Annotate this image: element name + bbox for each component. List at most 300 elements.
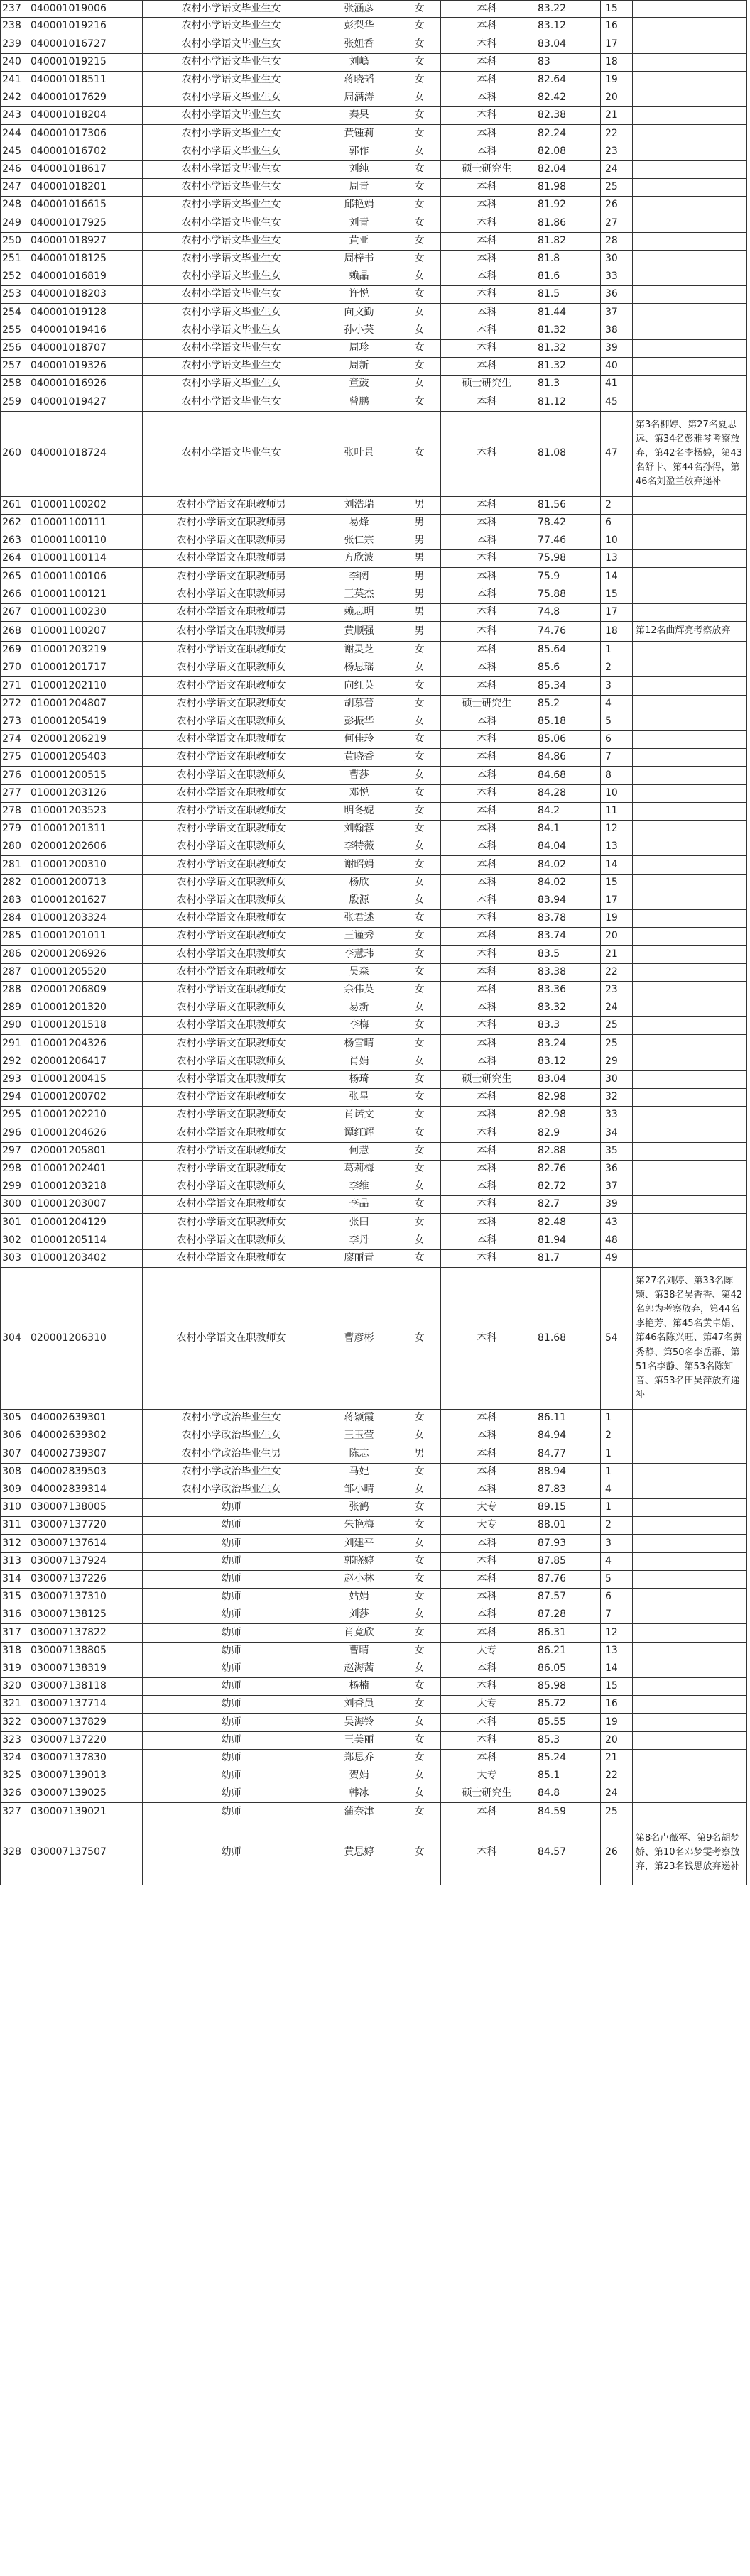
- table-row: [0, 107, 750, 125]
- cell-remark: [632, 18, 747, 35]
- table-row: [0, 910, 750, 928]
- cell-score: 81.6: [533, 268, 600, 286]
- cell-score: 75.98: [533, 550, 600, 568]
- cell-rank: 8: [600, 767, 632, 784]
- cell-score: 81.7: [533, 1250, 600, 1268]
- cell-index: 268: [0, 622, 23, 642]
- table-row: [0, 1499, 750, 1517]
- cell-score: 84.77: [533, 1445, 600, 1463]
- cell-gender: 女: [398, 1161, 440, 1178]
- cell-index: 263: [0, 532, 23, 550]
- cell-education: 本科: [440, 856, 533, 874]
- cell-education: 本科: [440, 304, 533, 322]
- cell-name: 葛莉梅: [320, 1161, 398, 1178]
- cell-remark: [632, 322, 747, 340]
- cell-score: 74.76: [533, 622, 600, 642]
- cell-remark: [632, 1553, 747, 1571]
- cell-score: 82.7: [533, 1196, 600, 1214]
- cell-education: 大专: [440, 1517, 533, 1535]
- cell-rank: 17: [600, 892, 632, 910]
- cell-rank: 33: [600, 268, 632, 286]
- cell-rank: 3: [600, 677, 632, 695]
- cell-score: 83.74: [533, 928, 600, 946]
- cell-remark: [632, 1750, 747, 1767]
- cell-rank: 41: [600, 376, 632, 393]
- cell-education: 本科: [440, 1410, 533, 1427]
- cell-name: 周青: [320, 179, 398, 197]
- cell-remark: [632, 268, 747, 286]
- cell-education: 本科: [440, 749, 533, 767]
- cell-index: 325: [0, 1767, 23, 1785]
- cell-position: 农村小学语文毕业生女: [142, 161, 320, 179]
- cell-exam-id: 040001019216: [23, 18, 142, 35]
- cell-score: 89.15: [533, 1499, 600, 1517]
- cell-index: 323: [0, 1732, 23, 1750]
- table-row: [0, 1232, 750, 1250]
- cell-education: 本科: [440, 340, 533, 358]
- cell-score: 86.05: [533, 1660, 600, 1678]
- cell-name: 殷源: [320, 892, 398, 910]
- table-row: [0, 1660, 750, 1678]
- table-row: [0, 1017, 750, 1035]
- cell-education: 本科: [440, 268, 533, 286]
- cell-remark: [632, 1035, 747, 1053]
- table-row: [0, 1089, 750, 1107]
- cell-exam-id: 040002839314: [23, 1481, 142, 1499]
- cell-index: 281: [0, 856, 23, 874]
- cell-name: 肖娟: [320, 1053, 398, 1071]
- cell-name: 谭红辉: [320, 1124, 398, 1142]
- cell-education: 本科: [440, 72, 533, 89]
- table-row: [0, 1107, 750, 1124]
- cell-rank: 35: [600, 1143, 632, 1161]
- cell-score: 83.32: [533, 999, 600, 1017]
- cell-rank: 1: [600, 1464, 632, 1481]
- cell-rank: 17: [600, 35, 632, 53]
- cell-exam-id: 010001201311: [23, 821, 142, 838]
- cell-remark: [632, 143, 747, 161]
- cell-exam-id: 030007137614: [23, 1535, 142, 1552]
- cell-rank: 40: [600, 358, 632, 376]
- cell-position: 农村小学语文在职教师女: [142, 1232, 320, 1250]
- cell-score: 84.68: [533, 767, 600, 784]
- cell-rank: 43: [600, 1214, 632, 1232]
- cell-position: 农村小学语文在职教师女: [142, 1053, 320, 1071]
- cell-index: 274: [0, 731, 23, 749]
- cell-rank: 39: [600, 1196, 632, 1214]
- cell-name: 杨琦: [320, 1071, 398, 1089]
- table-row: [0, 767, 750, 784]
- cell-score: 85.6: [533, 659, 600, 677]
- cell-score: 81.12: [533, 393, 600, 411]
- cell-rank: 34: [600, 1124, 632, 1142]
- cell-index: 319: [0, 1660, 23, 1678]
- cell-exam-id: 040001016615: [23, 197, 142, 214]
- cell-name: 邱艳娟: [320, 197, 398, 214]
- cell-gender: 女: [398, 964, 440, 982]
- cell-position: 农村小学语文在职教师男: [142, 497, 320, 515]
- cell-remark: [632, 1161, 747, 1178]
- cell-exam-id: 040001018203: [23, 286, 142, 304]
- cell-gender: 女: [398, 982, 440, 999]
- cell-rank: 14: [600, 856, 632, 874]
- cell-gender: 女: [398, 875, 440, 892]
- cell-index: 296: [0, 1124, 23, 1142]
- cell-name: 李晶: [320, 1196, 398, 1214]
- cell-education: 本科: [440, 1750, 533, 1767]
- cell-exam-id: 010001100111: [23, 515, 142, 532]
- cell-rank: 1: [600, 1499, 632, 1517]
- cell-education: 本科: [440, 1214, 533, 1232]
- table-row: [0, 803, 750, 821]
- cell-index: 245: [0, 143, 23, 161]
- cell-gender: 女: [398, 1606, 440, 1624]
- cell-position: 农村小学语文毕业生女: [142, 143, 320, 161]
- cell-education: 本科: [440, 928, 533, 946]
- cell-name: 刘翰蓉: [320, 821, 398, 838]
- cell-exam-id: 010001202401: [23, 1161, 142, 1178]
- cell-index: 306: [0, 1427, 23, 1445]
- table-row: [0, 1143, 750, 1161]
- cell-exam-id: 010001205114: [23, 1232, 142, 1250]
- cell-remark: 第12名曲辉亮考察放弃: [632, 622, 747, 642]
- cell-remark: [632, 1535, 747, 1552]
- cell-gender: 女: [398, 946, 440, 963]
- table-row: [0, 1250, 750, 1268]
- cell-education: 大专: [440, 1643, 533, 1660]
- cell-index: 321: [0, 1696, 23, 1714]
- cell-education: 本科: [440, 1821, 533, 1885]
- cell-education: 本科: [440, 35, 533, 53]
- cell-remark: [632, 803, 747, 821]
- cell-position: 农村小学语文在职教师女: [142, 1017, 320, 1035]
- cell-name: 谢灵芝: [320, 642, 398, 659]
- cell-remark: [632, 1250, 747, 1268]
- table-row: [0, 340, 750, 358]
- cell-gender: 女: [398, 696, 440, 713]
- table-row: [0, 515, 750, 532]
- cell-index: 282: [0, 875, 23, 892]
- cell-index: 255: [0, 322, 23, 340]
- cell-gender: 男: [398, 1445, 440, 1463]
- cell-position: 农村小学语文毕业生女: [142, 107, 320, 125]
- cell-rank: 5: [600, 1571, 632, 1589]
- cell-education: 本科: [440, 892, 533, 910]
- table-row: [0, 677, 750, 695]
- cell-education: 本科: [440, 586, 533, 604]
- cell-score: 86.11: [533, 1410, 600, 1427]
- table-row: [0, 1750, 750, 1767]
- cell-score: 81.86: [533, 214, 600, 232]
- cell-rank: 29: [600, 1053, 632, 1071]
- cell-exam-id: 020001206310: [23, 1268, 142, 1410]
- cell-name: 李阔: [320, 568, 398, 586]
- cell-score: 81.08: [533, 412, 600, 497]
- cell-name: 蒋晓韬: [320, 72, 398, 89]
- cell-index: 316: [0, 1606, 23, 1624]
- cell-gender: 女: [398, 1624, 440, 1642]
- cell-index: 280: [0, 838, 23, 856]
- cell-score: 78.42: [533, 515, 600, 532]
- cell-name: 李梅: [320, 1017, 398, 1035]
- cell-name: 张田: [320, 1214, 398, 1232]
- cell-education: 大专: [440, 1696, 533, 1714]
- cell-education: 本科: [440, 1660, 533, 1678]
- cell-exam-id: 010001202110: [23, 677, 142, 695]
- table-row: [0, 1803, 750, 1821]
- cell-education: 本科: [440, 1624, 533, 1642]
- cell-gender: 女: [398, 713, 440, 731]
- cell-position: 农村小学语文在职教师男: [142, 550, 320, 568]
- cell-rank: 26: [600, 1821, 632, 1885]
- cell-remark: [632, 642, 747, 659]
- cell-remark: [632, 731, 747, 749]
- cell-rank: 18: [600, 622, 632, 642]
- cell-education: 本科: [440, 1732, 533, 1750]
- table-row: [0, 1678, 750, 1696]
- cell-education: 硕士研究生: [440, 376, 533, 393]
- cell-position: 农村小学语文在职教师女: [142, 964, 320, 982]
- cell-index: 258: [0, 376, 23, 393]
- cell-education: 大专: [440, 1767, 533, 1785]
- cell-gender: 女: [398, 1143, 440, 1161]
- cell-remark: [632, 35, 747, 53]
- cell-score: 84.04: [533, 838, 600, 856]
- table-row: [0, 1124, 750, 1142]
- cell-remark: [632, 892, 747, 910]
- cell-name: 吴海铃: [320, 1714, 398, 1731]
- cell-position: 农村小学语文在职教师女: [142, 1178, 320, 1196]
- cell-exam-id: 010001100202: [23, 497, 142, 515]
- cell-position: 幼师: [142, 1696, 320, 1714]
- cell-name: 蒋颖霞: [320, 1410, 398, 1427]
- cell-exam-id: 040002739307: [23, 1445, 142, 1463]
- cell-index: 238: [0, 18, 23, 35]
- cell-name: 周珍: [320, 340, 398, 358]
- cell-index: 265: [0, 568, 23, 586]
- cell-education: 硕士研究生: [440, 1785, 533, 1803]
- cell-name: 彭振华: [320, 713, 398, 731]
- cell-education: 本科: [440, 1268, 533, 1410]
- cell-score: 84.1: [533, 821, 600, 838]
- table-row: [0, 856, 750, 874]
- cell-gender: 女: [398, 412, 440, 497]
- cell-name: 刘纯: [320, 161, 398, 179]
- cell-gender: 女: [398, 143, 440, 161]
- cell-score: 82.08: [533, 143, 600, 161]
- cell-exam-id: 030007137714: [23, 1696, 142, 1714]
- cell-name: 黄思婷: [320, 1821, 398, 1885]
- cell-exam-id: 010001203219: [23, 642, 142, 659]
- cell-gender: 女: [398, 1107, 440, 1124]
- cell-gender: 男: [398, 550, 440, 568]
- cell-position: 农村小学语文毕业生女: [142, 251, 320, 268]
- cell-education: 本科: [440, 1196, 533, 1214]
- cell-gender: 女: [398, 107, 440, 125]
- cell-gender: 女: [398, 233, 440, 251]
- table-row: [0, 982, 750, 999]
- cell-exam-id: 040001019006: [23, 0, 142, 18]
- cell-index: 324: [0, 1750, 23, 1767]
- cell-name: 彭梨华: [320, 18, 398, 35]
- cell-index: 315: [0, 1589, 23, 1606]
- cell-position: 幼师: [142, 1589, 320, 1606]
- cell-index: 320: [0, 1678, 23, 1696]
- cell-position: 农村小学语文在职教师男: [142, 622, 320, 642]
- cell-score: 82.24: [533, 125, 600, 143]
- cell-name: 李丹: [320, 1232, 398, 1250]
- cell-remark: [632, 233, 747, 251]
- cell-education: 本科: [440, 604, 533, 622]
- table-row: [0, 125, 750, 143]
- cell-education: 本科: [440, 964, 533, 982]
- cell-position: 幼师: [142, 1750, 320, 1767]
- cell-gender: 女: [398, 1660, 440, 1678]
- cell-index: 240: [0, 54, 23, 72]
- cell-score: 85.64: [533, 642, 600, 659]
- cell-index: 301: [0, 1214, 23, 1232]
- table-row: [0, 1481, 750, 1499]
- cell-gender: 女: [398, 358, 440, 376]
- table-row: [0, 143, 750, 161]
- cell-rank: 23: [600, 143, 632, 161]
- cell-position: 幼师: [142, 1767, 320, 1785]
- cell-exam-id: 010001203402: [23, 1250, 142, 1268]
- cell-education: 本科: [440, 0, 533, 18]
- cell-index: 246: [0, 161, 23, 179]
- cell-position: 农村小学语文在职教师男: [142, 586, 320, 604]
- cell-education: 本科: [440, 1678, 533, 1696]
- cell-gender: 女: [398, 1427, 440, 1445]
- cell-name: 廖丽青: [320, 1250, 398, 1268]
- table-row: [0, 875, 750, 892]
- cell-rank: 1: [600, 1445, 632, 1463]
- cell-gender: 女: [398, 179, 440, 197]
- cell-education: 本科: [440, 1464, 533, 1481]
- cell-remark: 第27名刘婷、第33名陈颖、第38名吴香香、第42名郭为考察放弃，第44名李艳芳、第45名黄卓娟、第46名陈兴旺、第47名黄秀静、第50名李岳群、第51名李静、第53名陈知音、第53名田吴萍放弃递补: [632, 1268, 747, 1410]
- cell-score: 83.04: [533, 35, 600, 53]
- cell-education: 硕士研究生: [440, 161, 533, 179]
- cell-exam-id: 010001100110: [23, 532, 142, 550]
- cell-index: 293: [0, 1071, 23, 1089]
- table-row: [0, 946, 750, 963]
- cell-remark: [632, 1589, 747, 1606]
- table-row: [0, 1445, 750, 1463]
- cell-remark: 第8名卢薇军、第9名胡梦娇、第10名邓梦雯考察放弃，第23名钱思放弃递补: [632, 1821, 747, 1885]
- cell-education: 本科: [440, 1107, 533, 1124]
- cell-education: 本科: [440, 1124, 533, 1142]
- cell-index: 314: [0, 1571, 23, 1589]
- cell-rank: 22: [600, 964, 632, 982]
- cell-exam-id: 010001200702: [23, 1089, 142, 1107]
- cell-index: 308: [0, 1464, 23, 1481]
- cell-score: 74.8: [533, 604, 600, 622]
- table-row: [0, 1464, 750, 1481]
- cell-gender: 女: [398, 1481, 440, 1499]
- cell-exam-id: 030007138125: [23, 1606, 142, 1624]
- table-row: [0, 393, 750, 411]
- cell-education: 本科: [440, 1803, 533, 1821]
- cell-index: 252: [0, 268, 23, 286]
- cell-remark: [632, 89, 747, 107]
- table-row: [0, 1821, 750, 1885]
- cell-position: 农村小学语文在职教师女: [142, 1196, 320, 1214]
- cell-position: 农村小学语文在职教师男: [142, 604, 320, 622]
- cell-score: 83.12: [533, 1053, 600, 1071]
- cell-rank: 21: [600, 1750, 632, 1767]
- cell-score: 83.22: [533, 0, 600, 18]
- cell-score: 86.21: [533, 1643, 600, 1660]
- cell-name: 张妞香: [320, 35, 398, 53]
- cell-rank: 12: [600, 1624, 632, 1642]
- cell-gender: 女: [398, 856, 440, 874]
- cell-rank: 16: [600, 18, 632, 35]
- cell-name: 赖志明: [320, 604, 398, 622]
- cell-index: 251: [0, 251, 23, 268]
- table-row: [0, 659, 750, 677]
- cell-name: 曹晴: [320, 1643, 398, 1660]
- cell-education: 本科: [440, 1535, 533, 1552]
- cell-gender: 女: [398, 0, 440, 18]
- cell-rank: 5: [600, 713, 632, 731]
- cell-remark: [632, 340, 747, 358]
- cell-score: 81.32: [533, 358, 600, 376]
- cell-score: 81.68: [533, 1268, 600, 1410]
- cell-exam-id: 040001016702: [23, 143, 142, 161]
- cell-gender: 女: [398, 251, 440, 268]
- cell-gender: 女: [398, 767, 440, 784]
- cell-index: 260: [0, 412, 23, 497]
- table-row: [0, 1553, 750, 1571]
- cell-remark: [632, 1499, 747, 1517]
- cell-education: 本科: [440, 251, 533, 268]
- cell-score: 83.78: [533, 910, 600, 928]
- cell-education: 本科: [440, 497, 533, 515]
- cell-position: 农村小学语文毕业生女: [142, 72, 320, 89]
- cell-rank: 14: [600, 568, 632, 586]
- cell-education: 硕士研究生: [440, 1071, 533, 1089]
- cell-education: 本科: [440, 982, 533, 999]
- table-row: [0, 286, 750, 304]
- cell-score: 87.85: [533, 1553, 600, 1571]
- cell-gender: 女: [398, 1499, 440, 1517]
- cell-remark: [632, 1803, 747, 1821]
- cell-rank: 20: [600, 1732, 632, 1750]
- cell-index: 307: [0, 1445, 23, 1463]
- cell-name: 杨思瑶: [320, 659, 398, 677]
- cell-rank: 2: [600, 1427, 632, 1445]
- cell-score: 88.94: [533, 1464, 600, 1481]
- cell-score: 82.38: [533, 107, 600, 125]
- cell-position: 农村小学语文毕业生女: [142, 376, 320, 393]
- cell-name: 明冬妮: [320, 803, 398, 821]
- cell-position: 农村小学语文在职教师女: [142, 856, 320, 874]
- cell-index: 266: [0, 586, 23, 604]
- cell-score: 82.98: [533, 1107, 600, 1124]
- cell-index: 253: [0, 286, 23, 304]
- cell-name: 许悦: [320, 286, 398, 304]
- cell-position: 农村小学语文毕业生女: [142, 412, 320, 497]
- cell-index: 284: [0, 910, 23, 928]
- cell-index: 256: [0, 340, 23, 358]
- cell-rank: 20: [600, 89, 632, 107]
- cell-name: 郑思乔: [320, 1750, 398, 1767]
- cell-index: 305: [0, 1410, 23, 1427]
- cell-gender: 女: [398, 35, 440, 53]
- cell-position: 农村小学语文在职教师女: [142, 999, 320, 1017]
- cell-gender: 女: [398, 1785, 440, 1803]
- cell-exam-id: 010001203126: [23, 785, 142, 803]
